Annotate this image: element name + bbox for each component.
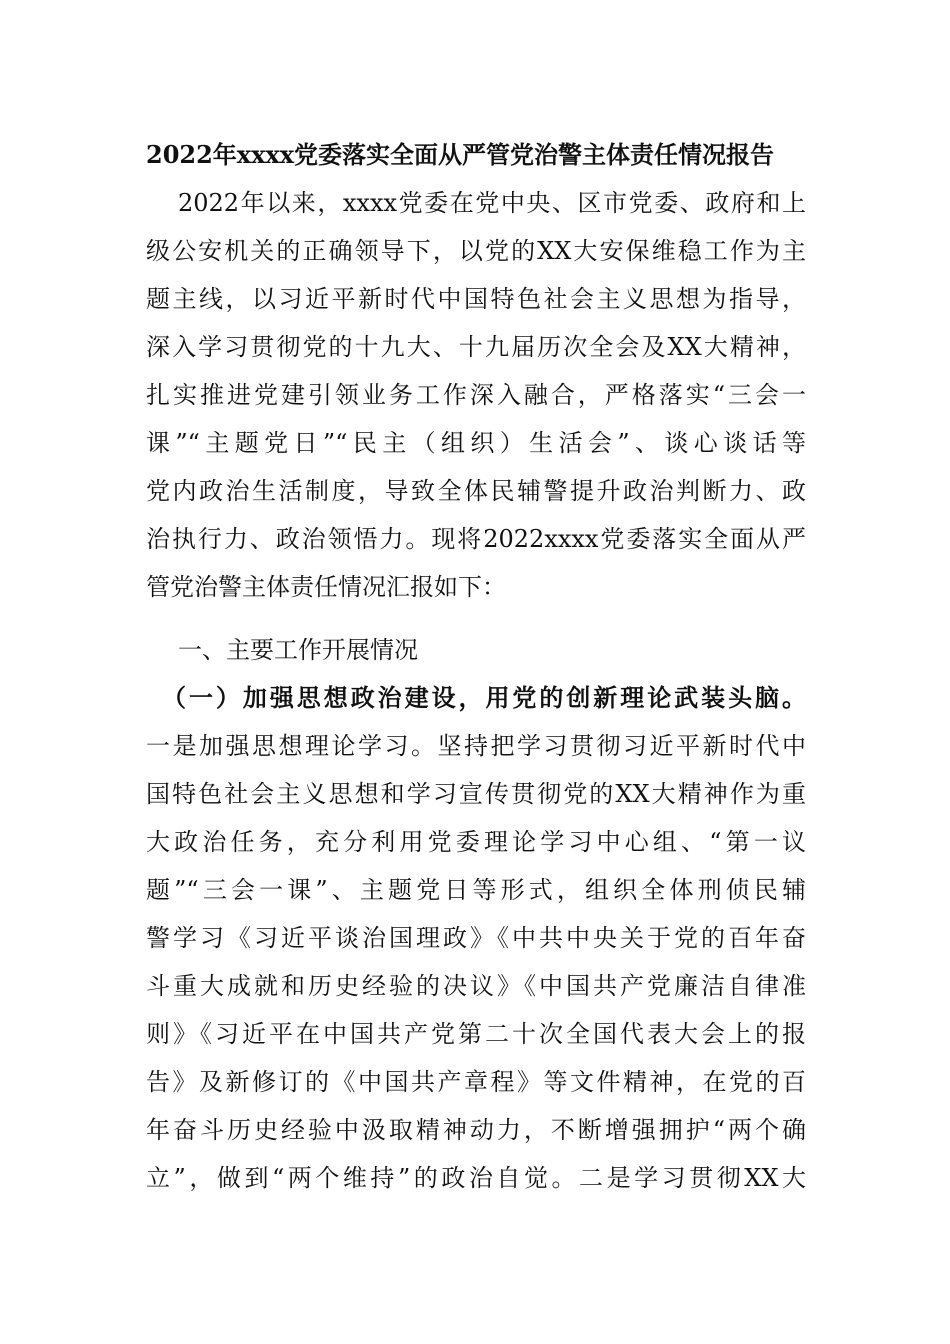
body-line: 斗重大成就和历史经验的决议》《中国共产党廉洁自律准: [146, 972, 806, 1000]
body-line: 立”，做到“两个维持”的政治自觉。二是学习贯彻XX大: [146, 1164, 806, 1192]
body-line: 告》及新修订的《中国共产章程》等文件精神，在党的百: [146, 1068, 806, 1096]
body-line: 则》《习近平在中国共产党第二十次全国代表大会上的报: [146, 1020, 806, 1048]
body-line: 一是加强思想理论学习。坚持把学习贯彻习近平新时代中: [146, 732, 806, 760]
intro-line: 深入学习贯彻党的十九大、十九届历次全会及XX大精神，: [146, 333, 806, 361]
intro-line: 管党治警主体责任情况汇报如下：: [146, 573, 506, 601]
body-line: 国特色社会主义思想和学习宣传贯彻党的XX大精神作为重: [146, 780, 806, 808]
intro-line: 扎实推进党建引领业务工作深入融合，严格落实“三会一: [146, 381, 806, 409]
intro-line: 级公安机关的正确领导下，以党的XX大安保维稳工作为主: [146, 237, 806, 265]
body-line: 警学习《习近平谈治国理政》《中共中央关于党的百年奋: [146, 924, 806, 952]
body-line: 年奋斗历史经验中汲取精神动力，不断增强拥护“两个确: [146, 1116, 806, 1144]
intro-line: 党内政治生活制度，导致全体民辅警提升政治判断力、政: [146, 477, 806, 505]
body-line: 大政治任务，充分利用党委理论学习中心组、“第一议: [146, 828, 806, 856]
document-title: 2022年xxxx党委落实全面从严管党治警主体责任情况报告: [146, 140, 775, 169]
body-line: 题”“三会一课”、主题党日等形式，组织全体刑侦民辅: [146, 876, 806, 904]
intro-line: 题主线，以习近平新时代中国特色社会主义思想为指导，: [146, 285, 806, 313]
section-heading: 一、主要工作开展情况: [178, 636, 418, 664]
intro-line: 课”“主题党日”“民主（组织）生活会”、谈心谈话等: [146, 429, 806, 457]
intro-line: 2022年以来，xxxx党委在党中央、区市党委、政府和上: [178, 189, 806, 217]
subsection-heading: （一）加强思想政治建设，用党的创新理论武装头脑。: [162, 683, 806, 712]
intro-line: 治执行力、政治领悟力。现将2022xxxx党委落实全面从严: [146, 525, 806, 553]
